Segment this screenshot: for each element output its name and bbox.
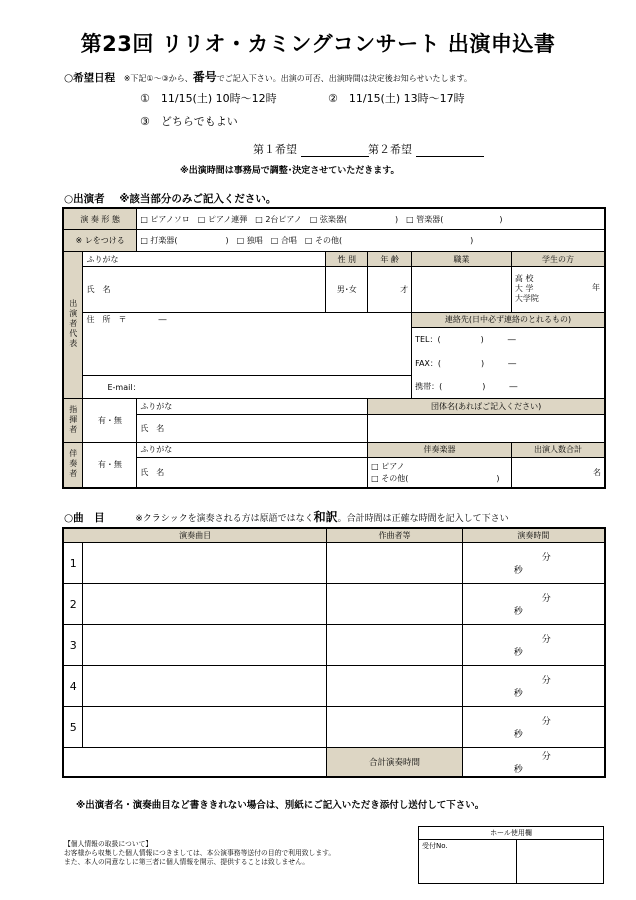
col-composer-header: 作曲者等 bbox=[327, 528, 462, 543]
conductor-furigana[interactable]: ふりがな bbox=[137, 399, 368, 414]
song-row bbox=[63, 625, 605, 666]
rep-furigana[interactable]: ふりがな bbox=[83, 251, 326, 266]
wish-option-1: ① 11/15(土) 10時～12時 bbox=[140, 92, 277, 105]
second-unit: 秒 bbox=[513, 648, 523, 658]
mobile-field[interactable]: 携帯：( ) ― bbox=[412, 375, 605, 399]
group-value[interactable] bbox=[368, 414, 605, 442]
school-hs: 高 校 bbox=[514, 274, 534, 284]
song-composer-field[interactable] bbox=[327, 625, 462, 666]
song-time-field[interactable] bbox=[462, 666, 605, 707]
song-number: 1 bbox=[63, 543, 83, 584]
song-title-field[interactable] bbox=[83, 625, 327, 666]
song-time-field[interactable] bbox=[462, 707, 605, 748]
performer-label: ○出演者 bbox=[64, 193, 105, 205]
conductor-yesno[interactable]: 有・無 bbox=[83, 399, 137, 442]
job-value[interactable] bbox=[412, 267, 512, 313]
accomp-furigana[interactable]: ふりがな bbox=[137, 442, 368, 457]
performer-note: ※該当部分のみご記入ください。 bbox=[119, 193, 277, 205]
accomp-name[interactable]: 氏 名 bbox=[137, 458, 368, 488]
song-composer-field[interactable] bbox=[327, 584, 462, 625]
song-row bbox=[63, 584, 605, 625]
song-title-field[interactable] bbox=[83, 707, 327, 748]
wish-note-post: でご記入下さい。出演の可否、出演時間は決定後お知らせいたします。 bbox=[216, 74, 472, 83]
gender-value[interactable]: 男･女 bbox=[326, 267, 368, 313]
song-time-field[interactable] bbox=[462, 584, 605, 625]
rep-name[interactable]: 氏 名 bbox=[83, 267, 326, 313]
song-number: 5 bbox=[63, 707, 83, 748]
conductor-name[interactable]: 氏 名 bbox=[137, 414, 368, 442]
footer-note: ※出演者名・演奏曲目など書ききれない場合は、別紙にご記入いただき添付し送付して下さい。 bbox=[76, 800, 485, 811]
accomp-yesno[interactable]: 有・無 bbox=[83, 442, 137, 488]
performer-table bbox=[62, 207, 606, 489]
conductor-label: 指揮者 bbox=[63, 399, 83, 442]
second-choice bbox=[368, 141, 484, 157]
song-row bbox=[63, 666, 605, 707]
student-value[interactable] bbox=[511, 267, 605, 313]
age-value[interactable]: 才 bbox=[368, 267, 412, 313]
song-time-field[interactable] bbox=[462, 543, 605, 584]
minute-unit: 分 bbox=[541, 676, 551, 686]
hall-title: ホール使用欄 bbox=[419, 827, 604, 840]
wish-note-pre: ※下記①～③から、 bbox=[123, 74, 193, 83]
second-unit: 秒 bbox=[513, 566, 523, 576]
song-number: 2 bbox=[63, 584, 83, 625]
song-title-field[interactable] bbox=[83, 543, 327, 584]
total-row bbox=[63, 748, 605, 778]
contact-header: 連絡先(日中必ず連絡のとれるもの) bbox=[412, 312, 605, 327]
song-composer-field[interactable] bbox=[327, 707, 462, 748]
page-title: 第23回 リリオ・カミングコンサート 出演申込書 bbox=[80, 32, 556, 56]
wish-option-3: ③ どちらでもよい bbox=[140, 115, 238, 128]
fax-field[interactable]: FAX：( ) ― bbox=[412, 351, 605, 375]
school-univ: 大 学 bbox=[514, 284, 534, 294]
school-grad: 大学院 bbox=[514, 294, 539, 304]
student-header: 学生の方 bbox=[511, 251, 605, 266]
first-choice-field[interactable] bbox=[301, 145, 369, 157]
song-title-field[interactable] bbox=[83, 666, 327, 707]
accomp-label: 伴奏者 bbox=[63, 442, 83, 488]
song-composer-field[interactable] bbox=[327, 666, 462, 707]
performer-section bbox=[64, 191, 276, 206]
song-number: 3 bbox=[63, 625, 83, 666]
second-unit: 秒 bbox=[513, 765, 523, 775]
tel-field[interactable]: TEL：( ) ― bbox=[412, 327, 605, 351]
second-choice-label: 第２希望 bbox=[368, 143, 412, 156]
age-header: 年 齢 bbox=[368, 251, 412, 266]
wish-option-2: ② 11/15(土) 13時～17時 bbox=[328, 92, 465, 105]
song-row bbox=[63, 707, 605, 748]
school-year: 年 bbox=[592, 283, 600, 293]
wish-section bbox=[64, 68, 472, 85]
first-choice bbox=[253, 141, 369, 157]
songs-table bbox=[62, 527, 606, 778]
total-time-field[interactable] bbox=[462, 748, 605, 778]
form-row-2[interactable]: □ 打楽器( ) □ 独唱 □ 合唱 □ その他( ) bbox=[137, 230, 605, 252]
songs-note-post: 。合計時間は正確な時間を記入して下さい bbox=[337, 514, 509, 524]
hall-receipt[interactable]: 受付No. bbox=[419, 840, 517, 884]
instr-header: 伴奏楽器 bbox=[368, 442, 512, 457]
group-header: 団体名(あればご記入ください) bbox=[368, 399, 605, 414]
second-choice-field[interactable] bbox=[416, 145, 484, 157]
privacy-line-2: また、本人の同意なしに第三者に個人情報を開示、提供することは致しません。 bbox=[64, 858, 310, 866]
songs-label: ○曲 目 bbox=[64, 512, 105, 524]
form-row-1[interactable]: □ ピアノソロ □ ピアノ連弾 □ 2台ピアノ □ 弦楽器( ) □ 管楽器( ) bbox=[137, 208, 605, 230]
minute-unit: 分 bbox=[541, 635, 551, 645]
total-label: 合計演奏時間 bbox=[327, 748, 462, 778]
minute-unit: 分 bbox=[541, 717, 551, 727]
privacy-title: 【個人情報の取扱について】 bbox=[64, 840, 153, 848]
wish-note-key: 番号 bbox=[192, 70, 217, 84]
song-composer-field[interactable] bbox=[327, 543, 462, 584]
instr-piano[interactable]: □ ピアノ bbox=[371, 461, 405, 471]
adjust-note: ※出演時間は事務局で調整･決定させていただきます。 bbox=[180, 166, 400, 176]
rep-label: 出演者代表 bbox=[63, 251, 83, 399]
minute-unit: 分 bbox=[541, 752, 551, 762]
second-unit: 秒 bbox=[513, 689, 523, 699]
count-value[interactable]: 名 bbox=[511, 458, 605, 488]
songs-note-pre: ※クラシックを演奏される方は原語ではなく bbox=[135, 514, 314, 524]
form-label-2: ※ レをつける bbox=[63, 230, 137, 252]
songs-note-key: 和訳 bbox=[313, 510, 338, 524]
instr-value[interactable] bbox=[368, 458, 512, 488]
count-header: 出演人数合計 bbox=[511, 442, 605, 457]
second-unit: 秒 bbox=[513, 730, 523, 740]
total-spacer bbox=[63, 748, 327, 778]
minute-unit: 分 bbox=[541, 553, 551, 563]
song-number: 4 bbox=[63, 666, 83, 707]
form-label-1: 演 奏 形 態 bbox=[63, 208, 137, 230]
job-header: 職業 bbox=[412, 251, 512, 266]
hall-blank[interactable] bbox=[517, 840, 604, 884]
songs-section bbox=[64, 508, 509, 525]
song-title-field[interactable] bbox=[83, 584, 327, 625]
first-choice-label: 第１希望 bbox=[253, 143, 297, 156]
wish-label: ○希望日程 bbox=[64, 72, 116, 84]
song-row bbox=[63, 543, 605, 584]
second-unit: 秒 bbox=[513, 607, 523, 617]
gender-header: 性 別 bbox=[326, 251, 368, 266]
rep-address[interactable]: 住 所 〒 ― bbox=[83, 312, 412, 375]
hall-box bbox=[418, 826, 604, 884]
privacy-line-1: お客様から収集した個人情報につきましては、本公演事務等送付の目的で利用致します。 bbox=[64, 849, 336, 857]
instr-other[interactable]: □ その他( ) bbox=[371, 473, 500, 483]
col-title-header: 演奏曲目 bbox=[63, 528, 327, 543]
minute-unit: 分 bbox=[541, 594, 551, 604]
song-time-field[interactable] bbox=[462, 625, 605, 666]
privacy-note bbox=[64, 840, 335, 867]
col-time-header: 演奏時間 bbox=[462, 528, 605, 543]
email-field[interactable]: E-mail： bbox=[83, 375, 412, 399]
